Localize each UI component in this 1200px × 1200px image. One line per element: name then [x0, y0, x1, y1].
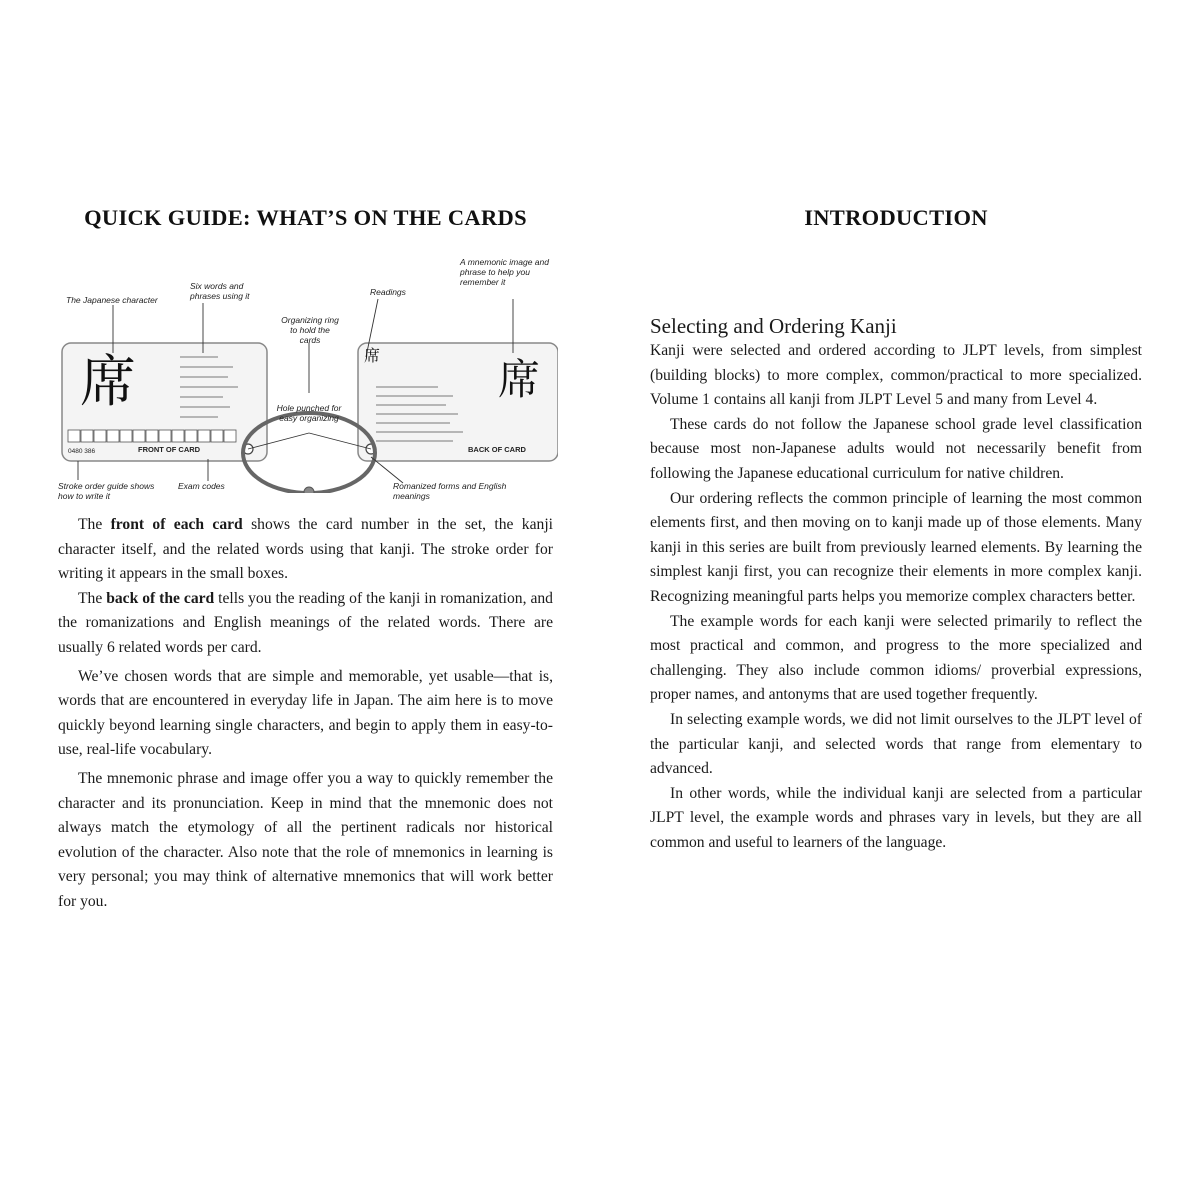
romanized-label: Romanized forms and English meanings: [393, 481, 507, 501]
right-body-text: [650, 339, 1142, 855]
card-diagram: [58, 253, 558, 501]
front-kanji: 席: [80, 350, 136, 415]
section-heading: Selecting and Ordering Kanji: [650, 314, 897, 338]
left-paragraph: The front of each card shows the card number in the set, the kanji character itself, and the related words using that kanji. The stroke order for writing it appears in the small boxes.: [58, 516, 553, 583]
stroke-order-boxes: [68, 430, 236, 442]
right-paragraph: Our ordering reflects the common principle of learning the most common elements first, and then moving on to kanji made up of those elements. Many kanji in this series are built from previously learned elements. By learning the simplest kanji first, you can recognize their elements in more complex kanji. Recognizing meaningful parts helps you memorize complex characters better.: [650, 489, 1142, 605]
left-body-text: [58, 513, 553, 915]
mnemonic-label: A mnemonic image and phrase to help you remember it: [460, 257, 549, 287]
left-paragraph: We’ve chosen words that are simple and memorable, yet usable—that is, words that are encountered in everyday life in Japan. The aim here is to move quickly beyond learning single characters, and begin to apply them in easy-to-use, real-life vocabulary.: [58, 667, 553, 759]
left-paragraph: The mnemonic phrase and image offer you a way to quickly remember the character and its pronunciation. Keep in mind that the mnemonic does not always match the etymology of all the pertinent radicals nor historical evolution of the character. Also note that the role of mnemonics in learning is very personal; you may think of alternative mnemonics that will work better for you.: [58, 769, 553, 910]
right-page: [650, 205, 1142, 855]
right-paragraph: The example words for each kanji were selected primarily to reflect the most practical and common, and progress to the more specialized and challenging. They also include common idioms/ proverbial expressions, proper names, and antonyms that are used together frequently.: [650, 612, 1142, 704]
card-number-label: 0480 386: [68, 448, 96, 455]
left-page-title: QUICK GUIDE: WHAT’S ON THE CARDS: [84, 205, 527, 230]
front-of-card-label: FRONT OF CARD: [138, 445, 201, 454]
stroke-order-label: Stroke order guide shows how to write it: [58, 481, 155, 501]
ring-clasp: [304, 487, 314, 493]
back-of-card-label: BACK OF CARD: [468, 445, 526, 454]
right-paragraph: These cards do not follow the Japanese school grade level classification because most non-Japanese adults would not necessarily benefit from following the Japanese educational curriculum for native children.: [650, 415, 1142, 482]
right-paragraph: In selecting example words, we did not limit ourselves to the JLPT level of the particular kanji, and selected words that range from elementary to advanced.: [650, 710, 1142, 778]
right-paragraph: In other words, while the individual kanji are selected from a particular JLPT level, the example words and phrases vary in levels, but they are all common and useful to learners of the language.: [650, 784, 1142, 851]
japanese-character-label: The Japanese character: [66, 295, 158, 305]
readings-label: Readings: [370, 287, 406, 297]
hole-punched-label: Hole punched for easy organizing: [276, 403, 342, 423]
right-paragraph: Kanji were selected and ordered according to JLPT levels, from simplest (building blocks) to more complex, common/practical to more specialized. Volume 1 contains all kanji from JLPT Level 5 and many from Level 4.: [650, 342, 1142, 409]
right-page-title: INTRODUCTION: [804, 205, 988, 230]
exam-codes-label: Exam codes: [178, 481, 225, 491]
back-kanji-mnemonic: 席: [498, 355, 541, 404]
organizing-ring-label: Organizing ring to hold the cards: [281, 315, 339, 345]
back-kanji-small: 席: [364, 346, 381, 365]
left-page: [58, 205, 553, 915]
left-paragraph: The back of the card tells you the reading of the kanji in romanization, and the romanizations and English meanings of the related words. There are usually 6 related words per card.: [58, 589, 553, 656]
six-words-label: Six words and phrases using it: [190, 281, 250, 301]
